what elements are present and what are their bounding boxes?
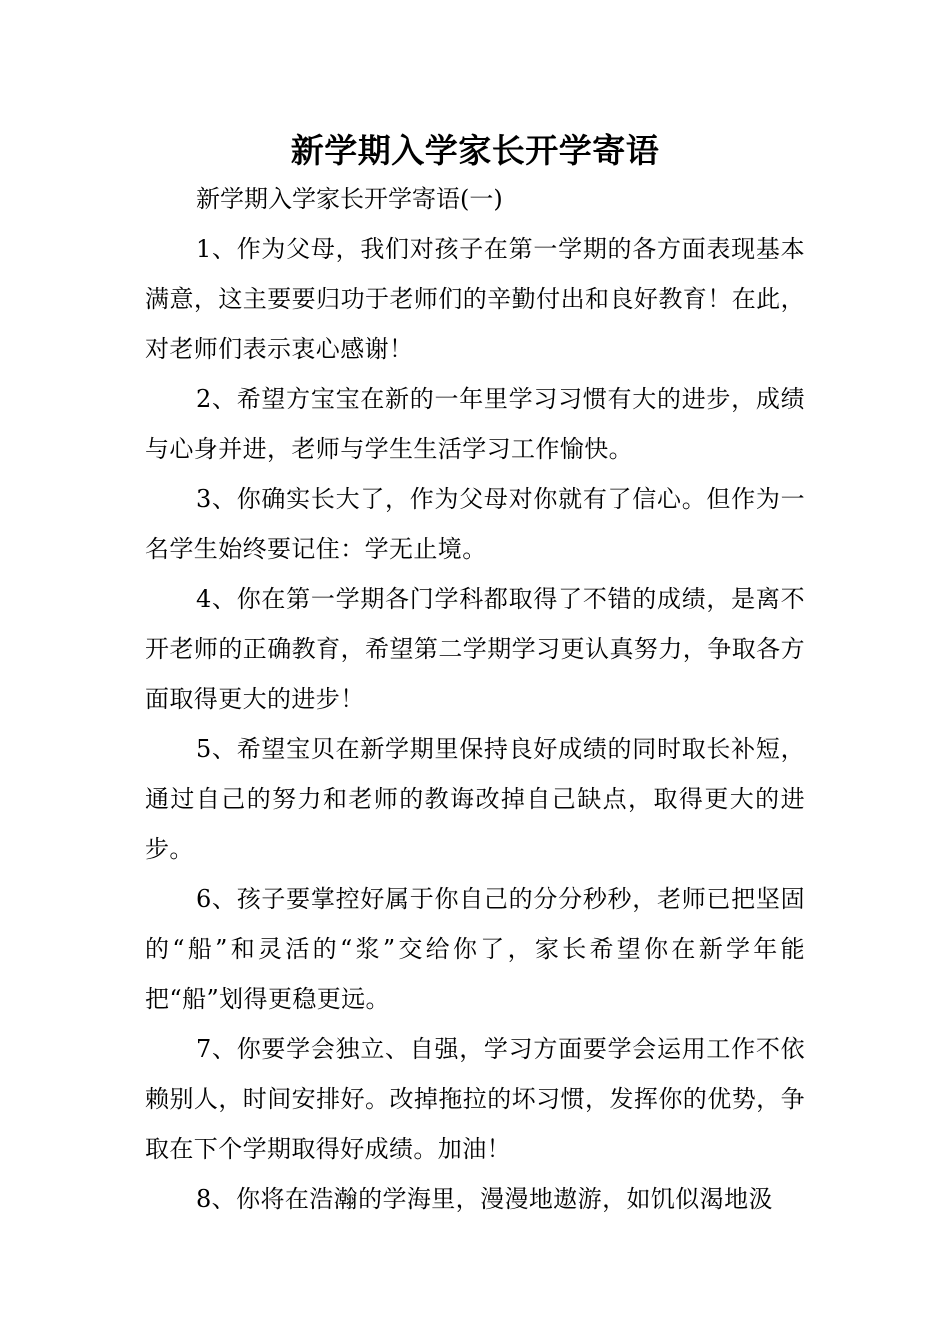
document-title: 新学期入学家长开学寄语 (290, 131, 660, 170)
paragraph-6: 6、孩子要掌控好属于你自己的分分秒秒，老师已把坚固的“船”和灵活的“浆”交给你了，家长希望你在新学年能把“船”划得更稳更远。 (145, 885, 805, 1013)
document-body (145, 224, 805, 1224)
paragraph-2: 2、希望方宝宝在新的一年里学习习惯有大的进步，成绩与心身并进，老师与学生生活学习工作愉快。 (145, 385, 805, 463)
paragraph-4: 4、你在第一学期各门学科都取得了不错的成绩，是离不开老师的正确教育，希望第二学期学习更认真努力，争取各方面取得更大的进步！ (145, 585, 805, 713)
paragraph-7: 7、你要学会独立、自强，学习方面要学会运用工作不依赖别人，时间安排好。改掉拖拉的坏习惯，发挥你的优势，争取在下个学期取得好成绩。加油！ (145, 1035, 805, 1163)
document-subtitle: 新学期入学家长开学寄语(一) (196, 185, 503, 213)
paragraph-8: 8、你将在浩瀚的学海里，漫漫地遨游，如饥似渴地汲 (196, 1185, 773, 1213)
paragraph-3: 3、你确实长大了，作为父母对你就有了信心。但作为一名学生始终要记住：学无止境。 (145, 485, 805, 563)
paragraph-1: 1、作为父母，我们对孩子在第一学期的各方面表现基本满意，这主要要归功于老师们的辛勤付出和良好教育！在此，对老师们表示衷心感谢！ (145, 235, 805, 363)
paragraph-5: 5、希望宝贝在新学期里保持良好成绩的同时取长补短，通过自己的努力和老师的教诲改掉自己缺点，取得更大的进步。 (145, 735, 805, 863)
